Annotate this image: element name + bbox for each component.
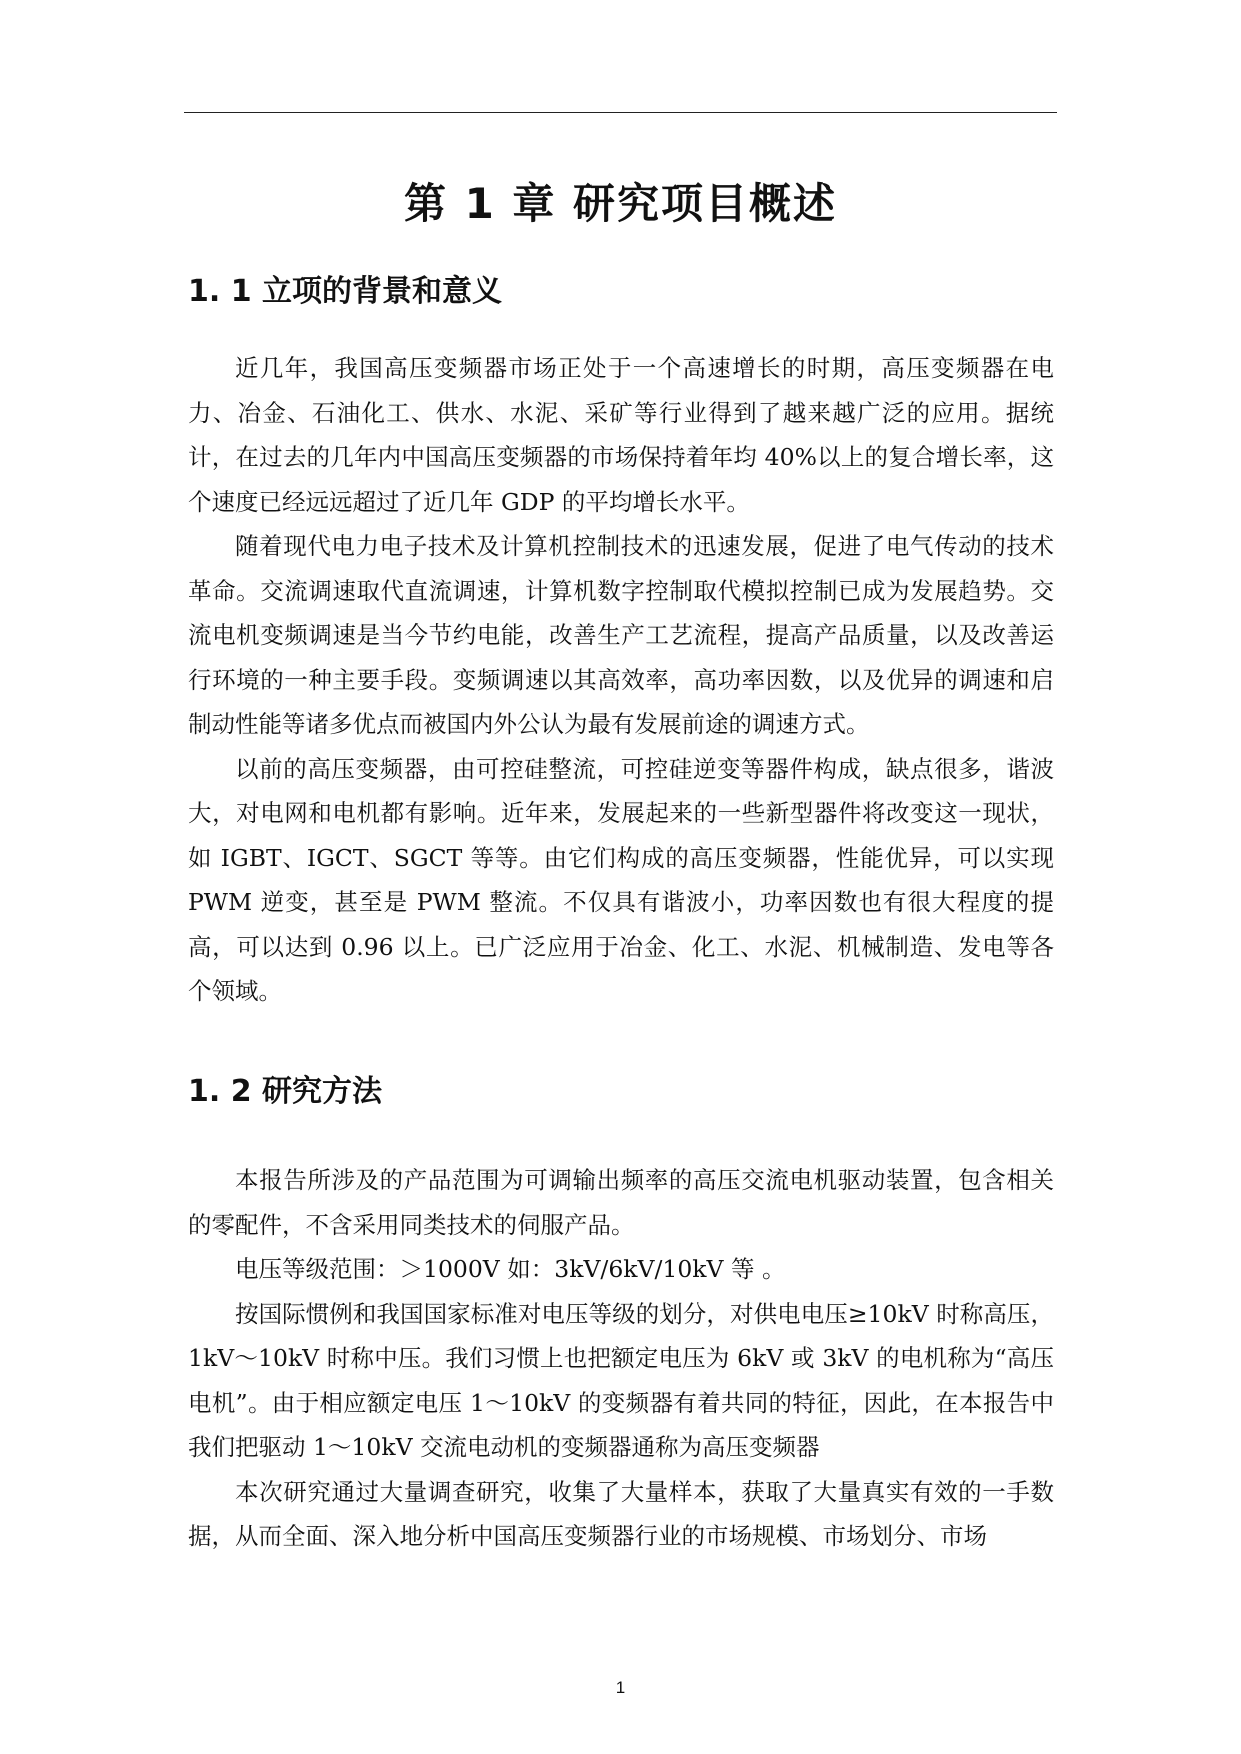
section-heading-1-1: 1. 1 立项的背景和意义: [188, 274, 503, 309]
paragraph: 以前的高压变频器，由可控硅整流，可控硅逆变等器件构成，缺点很多，谐波大，对电网和电机都有影响。近年来，发展起来的一些新型器件将改变这一现状，如 IGBT、IGCT、SGCT 等等。由它们构成的高压变频器，性能优异，可以实现 PWM 逆变，甚至是 PWM 整流。不仅具有谐波小，功率因数也有很大程度的提高，可以达到 0.96 以上。已广泛应用于冶金、化工、水泥、机械制造、发电等各个领域。: [188, 754, 1054, 1005]
section-heading-1-2: 1. 2 研究方法: [188, 1074, 383, 1109]
paragraph: 电压等级范围：＞1000V 如：3kV/6kV/10kV 等 。: [235, 1255, 786, 1283]
section-1-2-body: [188, 1158, 1054, 1559]
paragraph: 近几年，我国高压变频器市场正处于一个高速增长的时期，高压变频器在电力、冶金、石油化工、供水、水泥、采矿等行业得到了越来越广泛的应用。据统计，在过去的几年内中国高压变频器的市场保持着年均 40%以上的复合增长率，这个速度已经远远超过了近几年 GDP 的平均增长水平。: [188, 354, 1054, 516]
paragraph: 本报告所涉及的产品范围为可调输出频率的高压交流电机驱动装置，包含相关的零配件，不含采用同类技术的伺服产品。: [188, 1166, 1054, 1239]
paragraph: 随着现代电力电子技术及计算机控制技术的迅速发展，促进了电气传动的技术革命。交流调速取代直流调速，计算机数字控制取代模拟控制已成为发展趋势。交流电机变频调速是当今节约电能，改善生产工艺流程，提高产品质量，以及改善运行环境的一种主要手段。变频调速以其高效率，高功率因数，以及优异的调速和启制动性能等诸多优点而被国内外公认为最有发展前途的调速方式。: [188, 532, 1054, 738]
paragraph: 按国际惯例和我国国家标准对电压等级的划分，对供电电压≥10kV 时称高压，1kV～10kV 时称中压。我们习惯上也把额定电压为 6kV 或 3kV 的电机称为“高压电机”。由于相应额定电压 1～10kV 的变频器有着共同的特征，因此，在本报告中我们把驱动 1～10kV 交流电动机的变频器通称为高压变频器: [188, 1299, 1054, 1461]
page-number: 1: [615, 1678, 626, 1697]
header-rule: [184, 112, 1057, 113]
section-1-1-body: [188, 346, 1054, 1014]
paragraph: 本次研究通过大量调查研究，收集了大量样本，获取了大量真实有效的一手数据，从而全面、深入地分析中国高压变频器行业的市场规模、市场划分、市场: [188, 1477, 1054, 1550]
chapter-title: 第 1 章 研究项目概述: [403, 179, 838, 228]
